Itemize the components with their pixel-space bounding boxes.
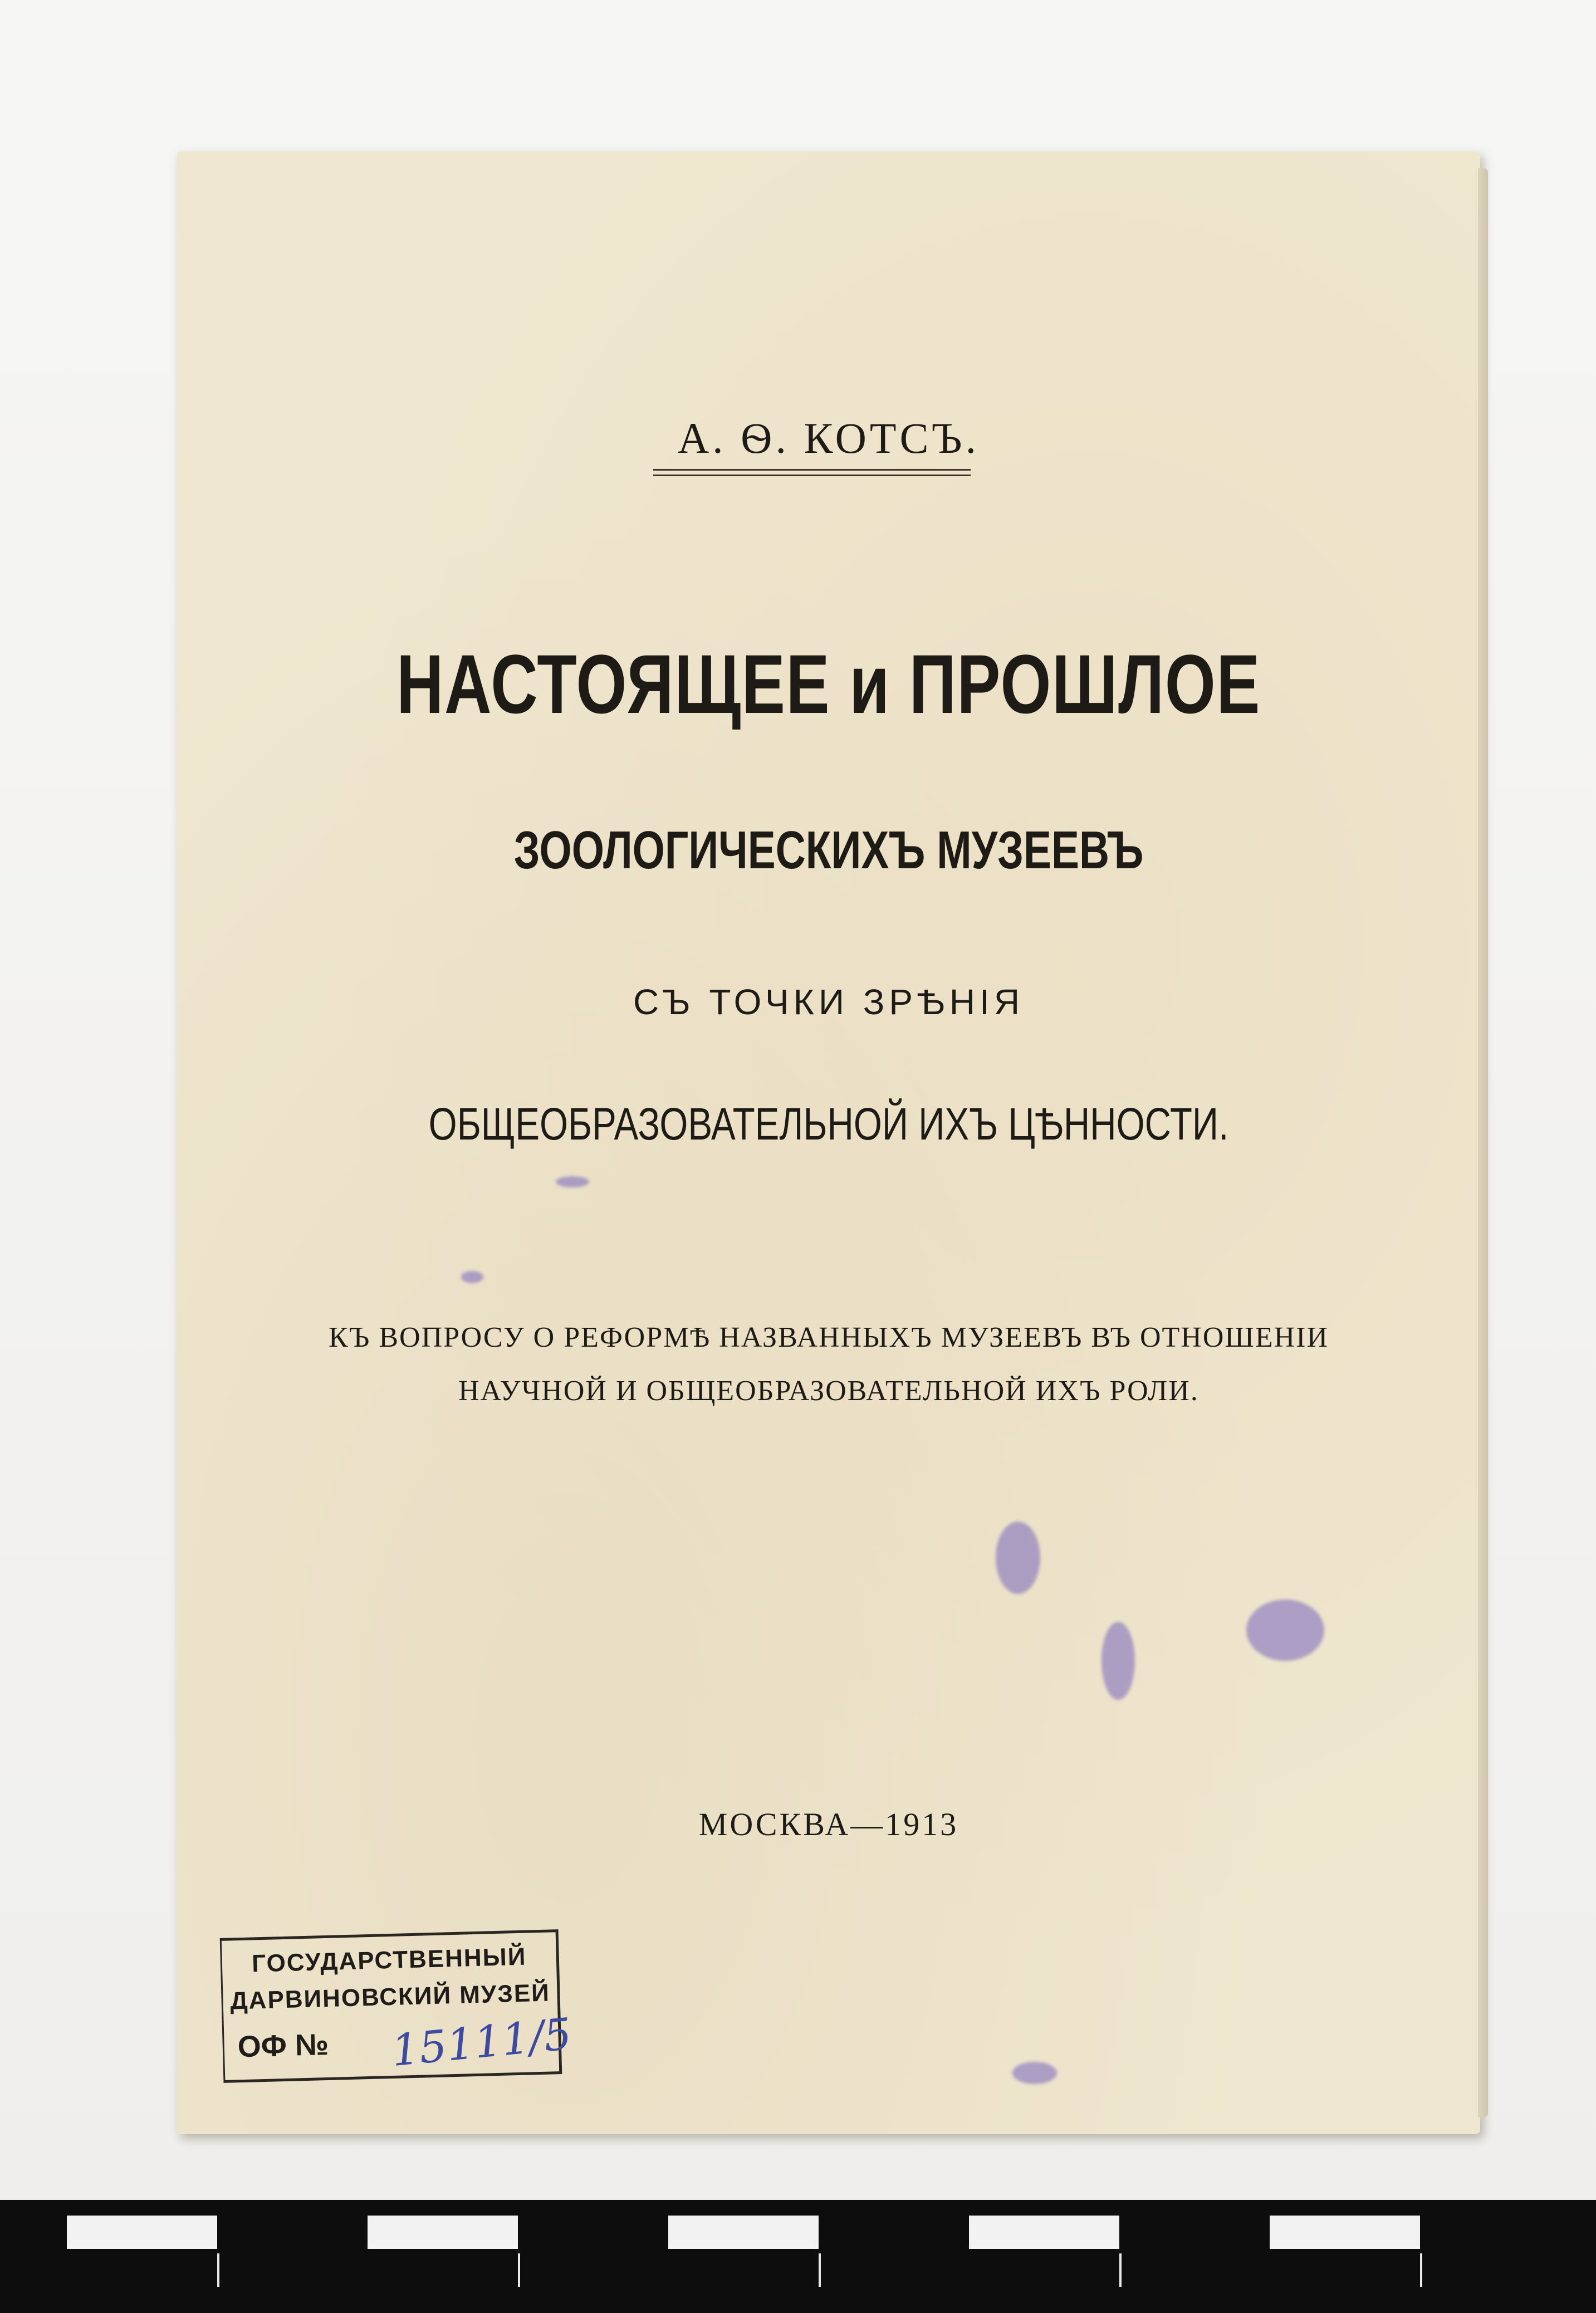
stamp-prefix: ОФ № bbox=[237, 2027, 329, 2064]
ink-blot bbox=[1101, 1622, 1135, 1700]
subtitle: ЗООЛОГИЧЕСКИХЪ МУЗЕЕВЪ bbox=[513, 820, 1144, 880]
ink-blot bbox=[1246, 1600, 1324, 1661]
ink-blot bbox=[996, 1522, 1040, 1594]
author-underline-top bbox=[653, 469, 971, 471]
question-line-2: НАУЧНОЙ И ОБЩЕОБРАЗОВАТЕЛЬНОЙ ИХЪ РОЛИ. bbox=[458, 1375, 1199, 1407]
ruler-segment bbox=[67, 2216, 217, 2249]
stamp-handwritten-number: 15111/5 bbox=[389, 2009, 574, 2077]
color-calibration-strip bbox=[0, 2200, 1596, 2313]
ink-blot bbox=[1012, 2062, 1057, 2084]
stamp-line-1: ГОСУДАРСТВЕННЫЙ bbox=[251, 1943, 527, 1978]
ink-mark bbox=[556, 1176, 589, 1187]
ruler-segment bbox=[1270, 2216, 1420, 2249]
author-underline-bottom bbox=[653, 475, 971, 476]
main-title: НАСТОЯЩЕЕ и ПРОШЛОЕ bbox=[396, 637, 1261, 731]
author-name: А. Ѳ. КОТСЪ. bbox=[677, 414, 980, 462]
point-of-view-line: СЪ ТОЧКИ ЗРѢНІЯ bbox=[633, 982, 1025, 1022]
ink-mark bbox=[461, 1271, 483, 1283]
museum-stamp bbox=[220, 1929, 574, 2083]
ruler-segment bbox=[668, 2216, 819, 2249]
ruler-tick bbox=[217, 2253, 219, 2287]
ruler-tick bbox=[1420, 2253, 1422, 2287]
educational-value-line: ОБЩЕОБРАЗОВАТЕЛЬНОЙ ИХЪ ЦѢННОСТИ. bbox=[428, 1099, 1229, 1150]
ruler-tick bbox=[819, 2253, 821, 2287]
ruler-tick bbox=[518, 2253, 520, 2287]
ruler-tick bbox=[1119, 2253, 1122, 2287]
stamp-line-2: ДАРВИНОВСКИЙ МУЗЕЙ bbox=[229, 1979, 551, 2015]
question-line-1: КЪ ВОПРОСУ О РЕФОРМѢ НАЗВАННЫХЪ МУЗЕЕВЪ ВЪ ОТНОШЕНІИ bbox=[328, 1322, 1329, 1353]
booklet-cover bbox=[177, 151, 1480, 2134]
ruler-segment bbox=[969, 2216, 1119, 2249]
ruler-segment bbox=[368, 2216, 518, 2249]
place-and-year: МОСКВА—1913 bbox=[698, 1806, 959, 1842]
